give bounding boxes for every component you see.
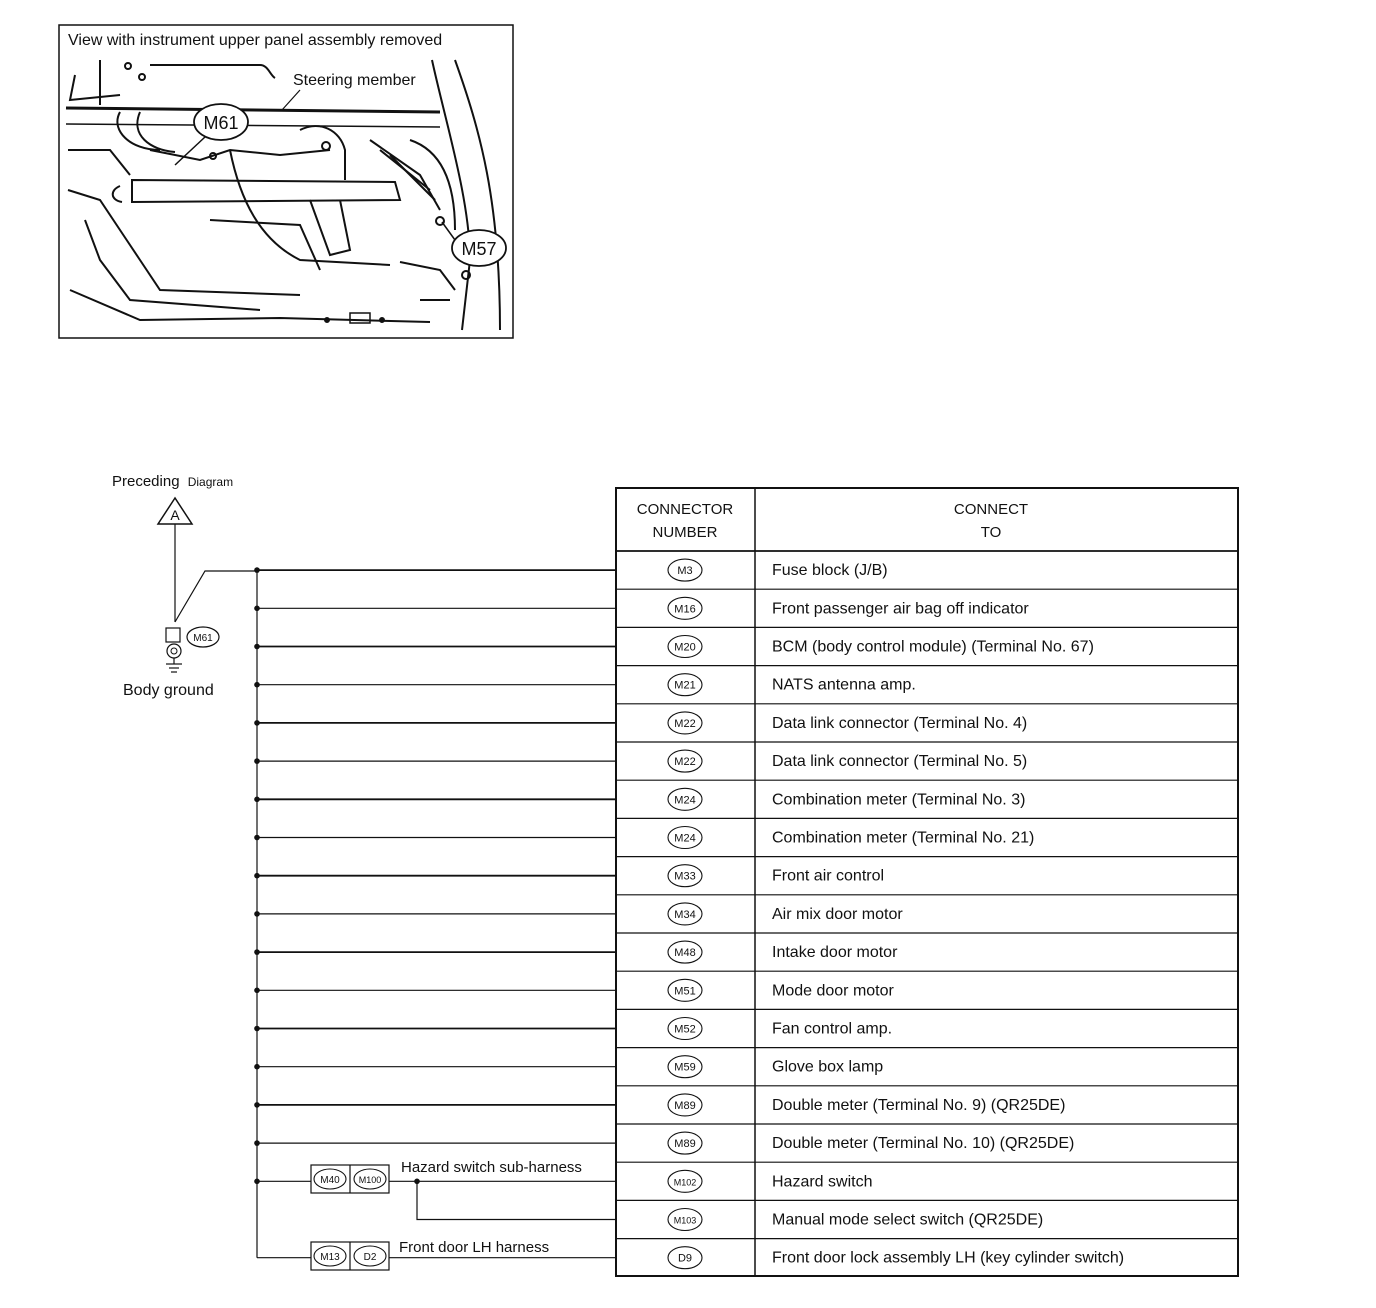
ground-connector-label: M61 xyxy=(193,633,213,644)
connector-number: M34 xyxy=(674,908,696,921)
splice-dot xyxy=(254,758,260,764)
connect-to: Front air control xyxy=(772,867,885,885)
splice-dot xyxy=(254,911,260,917)
header-connector-line1: CONNECTOR xyxy=(636,501,734,518)
connector-number: M22 xyxy=(674,756,696,769)
connect-to: Fuse block (J/B) xyxy=(772,562,888,580)
connector-number: M89 xyxy=(674,1099,696,1112)
connect-to: Hazard switch xyxy=(772,1173,873,1191)
door-connector-2-label: D2 xyxy=(363,1252,377,1263)
connector-number: M102 xyxy=(673,1177,697,1188)
splice-dot xyxy=(254,682,260,688)
connector-number: M33 xyxy=(674,870,696,883)
splice-dot xyxy=(254,606,260,612)
connect-to: Double meter (Terminal No. 9) (QR25DE) xyxy=(772,1096,1066,1114)
connector-number: M20 xyxy=(674,641,696,654)
connect-to: Fan control amp. xyxy=(772,1020,893,1038)
connector-number: D9 xyxy=(677,1252,693,1265)
door-connector-1-label: M13 xyxy=(320,1252,340,1263)
splice-dot xyxy=(254,1026,260,1032)
ground-bus-wires xyxy=(254,567,616,1257)
splice-dot xyxy=(254,949,260,955)
connector-number: M24 xyxy=(674,832,696,845)
connect-to: BCM (body control module) (Terminal No. 67) xyxy=(772,638,1094,656)
connect-to: Data link connector (Terminal No. 4) xyxy=(772,714,1028,732)
connector-number: M22 xyxy=(674,717,696,730)
splice-dot xyxy=(254,873,260,879)
connector-number: M103 xyxy=(673,1215,697,1226)
connector-number: M16 xyxy=(674,603,696,616)
connector-number: M21 xyxy=(674,679,696,692)
header-connector-line2: NUMBER xyxy=(652,524,718,541)
splice-dot xyxy=(254,567,260,573)
connector-number: M89 xyxy=(674,1138,696,1151)
splice-dot xyxy=(254,1064,260,1070)
connect-to: Front door lock assembly LH (key cylinder switch) xyxy=(772,1249,1125,1267)
body-ground-symbol xyxy=(123,571,257,699)
connector-number: M52 xyxy=(674,1023,696,1036)
illustration-caption: View with instrument upper panel assembly removed xyxy=(68,32,443,49)
front-door-lh-harness xyxy=(311,1239,549,1270)
door-harness-label: Front door LH harness xyxy=(399,1239,550,1256)
preceding-label-sub: Diagram xyxy=(187,475,234,489)
connect-to: NATS antenna amp. xyxy=(772,676,916,694)
branch-wire xyxy=(417,1181,616,1219)
connector-number: M3 xyxy=(677,565,693,578)
splice-dot xyxy=(254,988,260,994)
connect-to: Combination meter (Terminal No. 3) xyxy=(772,791,1026,809)
preceding-label-main: Preceding xyxy=(112,473,180,490)
connect-to: Front passenger air bag off indicator xyxy=(772,600,1029,618)
connector-table xyxy=(616,488,1238,1276)
connect-to: Double meter (Terminal No. 10) (QR25DE) xyxy=(772,1135,1075,1153)
callout-m57-label: M57 xyxy=(461,239,497,259)
connect-to: Combination meter (Terminal No. 21) xyxy=(772,829,1035,847)
callout-m61-label: M61 xyxy=(203,113,239,133)
preceding-label xyxy=(112,473,233,490)
hazard-harness-label: Hazard switch sub-harness xyxy=(401,1159,582,1176)
splice-dot xyxy=(254,835,260,841)
splice-dot xyxy=(254,1102,260,1108)
splice-dot xyxy=(254,1140,260,1146)
splice-dot xyxy=(254,720,260,726)
splice-dot xyxy=(414,1179,420,1185)
connect-to: Manual mode select switch (QR25DE) xyxy=(772,1211,1044,1229)
connector-number: M59 xyxy=(674,1061,696,1074)
preceding-triangle-letter: A xyxy=(170,507,180,523)
connect-to: Intake door motor xyxy=(772,944,898,962)
connect-to: Mode door motor xyxy=(772,982,894,1000)
connector-location-illustration xyxy=(59,25,513,338)
preceding-diagram-reference xyxy=(112,473,233,622)
header-connect-line2: TO xyxy=(980,524,1002,541)
splice-dot xyxy=(254,644,260,650)
connector-number: M51 xyxy=(674,985,696,998)
connect-to: Glove box lamp xyxy=(772,1058,884,1076)
hazard-connector-1-label: M40 xyxy=(320,1175,340,1186)
connector-number: M24 xyxy=(674,794,696,807)
hazard-connector-2-label: M100 xyxy=(358,1175,382,1185)
hazard-sub-harness xyxy=(311,1159,582,1193)
splice-dot xyxy=(254,1179,260,1185)
connect-to: Data link connector (Terminal No. 5) xyxy=(772,753,1028,771)
header-connect-line1: CONNECT xyxy=(953,501,1029,518)
steering-member-label: Steering member xyxy=(293,72,416,89)
connect-to: Air mix door motor xyxy=(772,905,903,923)
body-ground-label: Body ground xyxy=(123,682,214,699)
splice-dot xyxy=(254,797,260,803)
connector-number: M48 xyxy=(674,947,696,960)
